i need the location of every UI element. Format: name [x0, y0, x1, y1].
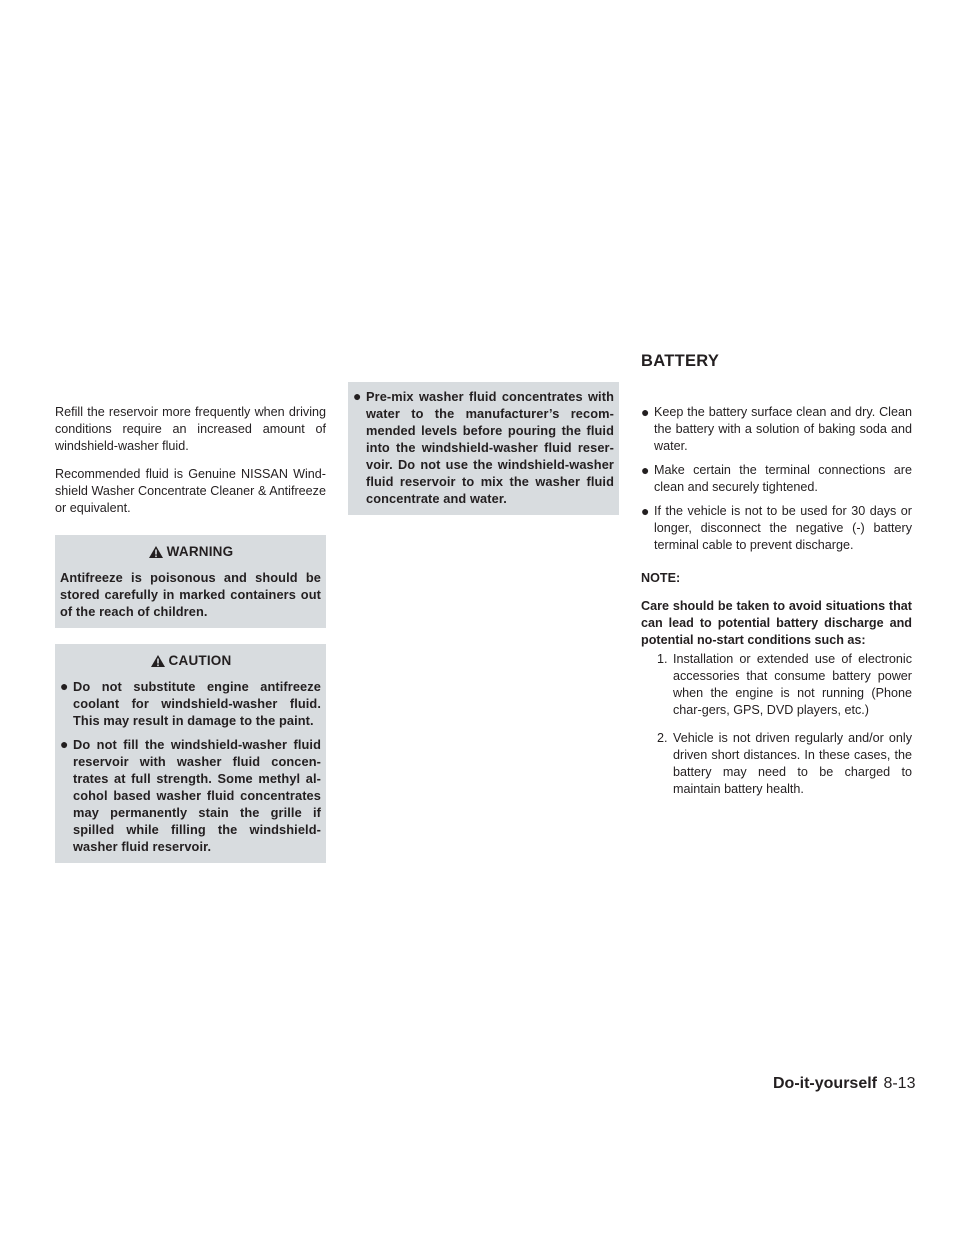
numbered-item: 1. Installation or extended use of electronic accessories that consume battery power when the engine is not running (Phone char-gers, GPS, DVD players, etc.) — [657, 652, 912, 717]
bullet-icon: ● — [641, 462, 650, 478]
bullet-icon: ● — [353, 388, 362, 404]
bullet-icon: ● — [641, 503, 650, 519]
recommended-fluid-paragraph: Recommended fluid is Genuine NISSAN Wind-shield Washer Concentrate Cleaner & Antifreeze or equivalent. — [55, 467, 326, 515]
page-footer — [773, 1075, 915, 1093]
caution-heading — [60, 652, 321, 669]
caution-continued-box — [348, 382, 619, 515]
right-column — [641, 404, 912, 809]
caution-item: ● Do not substitute engine antifreeze coolant for windshield-washer fluid. This may result in damage to the paint. — [60, 678, 321, 728]
refill-paragraph: Refill the reservoir more frequently when driving conditions require an increased amount of windshield-washer fluid. — [55, 405, 326, 453]
caution-title: CAUTION — [168, 653, 232, 668]
bullet-icon: ● — [60, 678, 69, 694]
battery-bullet: ● Keep the battery surface clean and dry. Clean the battery with a solution of baking soda and water. — [641, 404, 912, 453]
caution-icon — [150, 654, 166, 668]
warning-text: Antifreeze is poisonous and should be stored carefully in marked containers out of the reach of children. — [60, 570, 321, 619]
caution-item: ● Do not fill the windshield-washer fluid reservoir with washer fluid concen-trates at full strength. Some methyl al-cohol based washer fluid concentrates may permanently stain the grille if spilled while filling the windshield-washer fluid reservoir. — [60, 736, 321, 854]
page-number: 8-13 — [883, 1075, 916, 1092]
note-heading: NOTE: — [641, 571, 681, 585]
caution-box — [55, 644, 326, 863]
battery-bullet: ● If the vehicle is not to be used for 30 days or longer, disconnect the negative (-) battery terminal cable to prevent discharge. — [641, 503, 912, 552]
bullet-icon: ● — [641, 404, 650, 420]
numbered-item: 2. Vehicle is not driven regularly and/or only driven short distances. In these cases, the battery may need to be charged to maintain battery health. — [657, 731, 912, 796]
battery-bullet: ● Make certain the terminal connections are clean and securely tightened. — [641, 462, 912, 494]
middle-column — [348, 382, 619, 531]
warning-box — [55, 535, 326, 628]
left-column — [55, 404, 326, 879]
warning-heading — [60, 543, 321, 560]
footer-section-name: Do-it-yourself — [773, 1075, 877, 1092]
battery-heading: BATTERY — [641, 352, 720, 370]
caution-item: ● Pre-mix washer fluid concentrates with water to the manufacturer’s recom-mended levels before pouring the fluid into the windshield-washer fluid reser-voir. Do not use the windshield-washer fluid reservoir to mix the washer fluid concentrate and water. — [353, 388, 614, 506]
bullet-icon: ● — [60, 736, 69, 752]
warning-title: WARNING — [166, 544, 234, 559]
warning-icon — [148, 545, 164, 559]
note-text: Care should be taken to avoid situations that can lead to potential battery discharge and potential no-start conditions such as: — [641, 599, 912, 647]
